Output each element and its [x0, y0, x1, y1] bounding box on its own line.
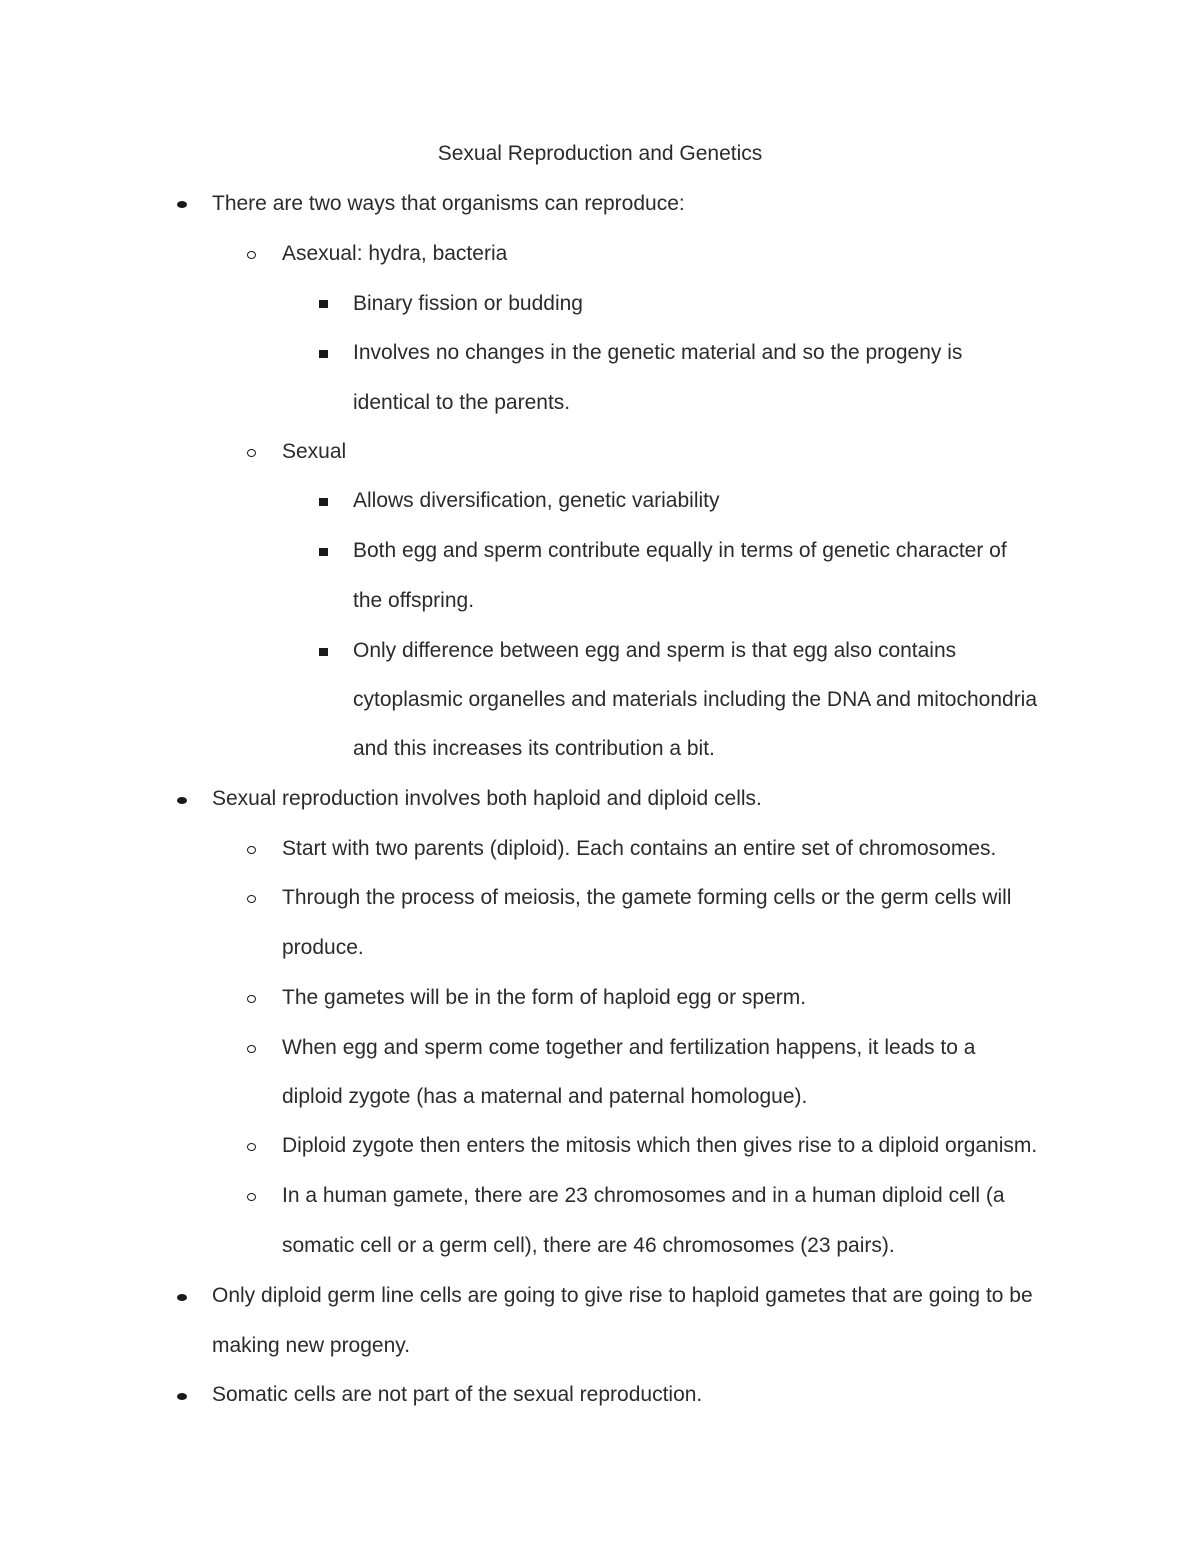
list-item-continuation: produce.: [282, 936, 364, 959]
list-item-level-3: Binary fission or budding: [353, 292, 583, 315]
hollow-circle-bullet-icon: [247, 1193, 256, 1201]
list-item-continuation: cytoplasmic organelles and materials including the DNA and mitochondria: [353, 688, 1038, 711]
list-item-level-2: In a human gamete, there are 23 chromosomes and in a human diploid cell (a: [282, 1184, 1005, 1207]
square-bullet-icon: [319, 350, 328, 358]
list-item-continuation: somatic cell or a germ cell), there are 46 chromosomes (23 pairs).: [282, 1234, 895, 1257]
list-item-continuation: making new progeny.: [212, 1334, 411, 1357]
square-bullet-icon: [319, 498, 328, 506]
filled-circle-bullet-icon: [177, 797, 187, 804]
list-item-level-2: The gametes will be in the form of haploid egg or sperm.: [282, 986, 807, 1009]
filled-circle-bullet-icon: [177, 1393, 187, 1400]
list-item-continuation: diploid zygote (has a maternal and paternal homologue).: [282, 1085, 808, 1108]
list-item-level-2: Sexual: [282, 440, 347, 463]
hollow-circle-bullet-icon: [247, 251, 256, 259]
list-item-level-2: Asexual: hydra, bacteria: [282, 242, 508, 265]
list-item-level-3: Allows diversification, genetic variability: [353, 489, 720, 512]
list-item-level-3: Only difference between egg and sperm is that egg also contains: [353, 639, 957, 662]
list-item-level-1: Sexual reproduction involves both haploid and diploid cells.: [212, 787, 762, 810]
list-item-level-1: There are two ways that organisms can reproduce:: [212, 192, 685, 215]
hollow-circle-bullet-icon: [247, 1143, 256, 1151]
list-item-level-2: Diploid zygote then enters the mitosis which then gives rise to a diploid organism.: [282, 1134, 1038, 1157]
hollow-circle-bullet-icon: [247, 895, 256, 903]
square-bullet-icon: [319, 300, 328, 308]
list-item-level-2: Start with two parents (diploid). Each contains an entire set of chromosomes.: [282, 837, 997, 860]
square-bullet-icon: [319, 648, 328, 656]
list-item-level-1: Somatic cells are not part of the sexual reproduction.: [212, 1383, 703, 1406]
list-item-level-2: Through the process of meiosis, the gamete forming cells or the germ cells will: [282, 886, 1012, 909]
list-item-level-3: Involves no changes in the genetic material and so the progeny is: [353, 341, 963, 364]
hollow-circle-bullet-icon: [247, 449, 256, 457]
list-item-continuation: the offspring.: [353, 589, 475, 612]
filled-circle-bullet-icon: [177, 201, 187, 208]
list-item-level-2: When egg and sperm come together and fertilization happens, it leads to a: [282, 1036, 976, 1059]
list-item-continuation: and this increases its contribution a bit.: [353, 737, 715, 760]
hollow-circle-bullet-icon: [247, 995, 256, 1003]
list-item-level-3: Both egg and sperm contribute equally in terms of genetic character of: [353, 539, 1007, 562]
hollow-circle-bullet-icon: [247, 846, 256, 854]
document-title: Sexual Reproduction and Genetics: [437, 142, 763, 165]
square-bullet-icon: [319, 548, 328, 556]
list-item-level-1: Only diploid germ line cells are going to give rise to haploid gametes that are going to be: [212, 1284, 1033, 1307]
list-item-continuation: identical to the parents.: [353, 391, 571, 414]
filled-circle-bullet-icon: [177, 1294, 187, 1301]
hollow-circle-bullet-icon: [247, 1045, 256, 1053]
